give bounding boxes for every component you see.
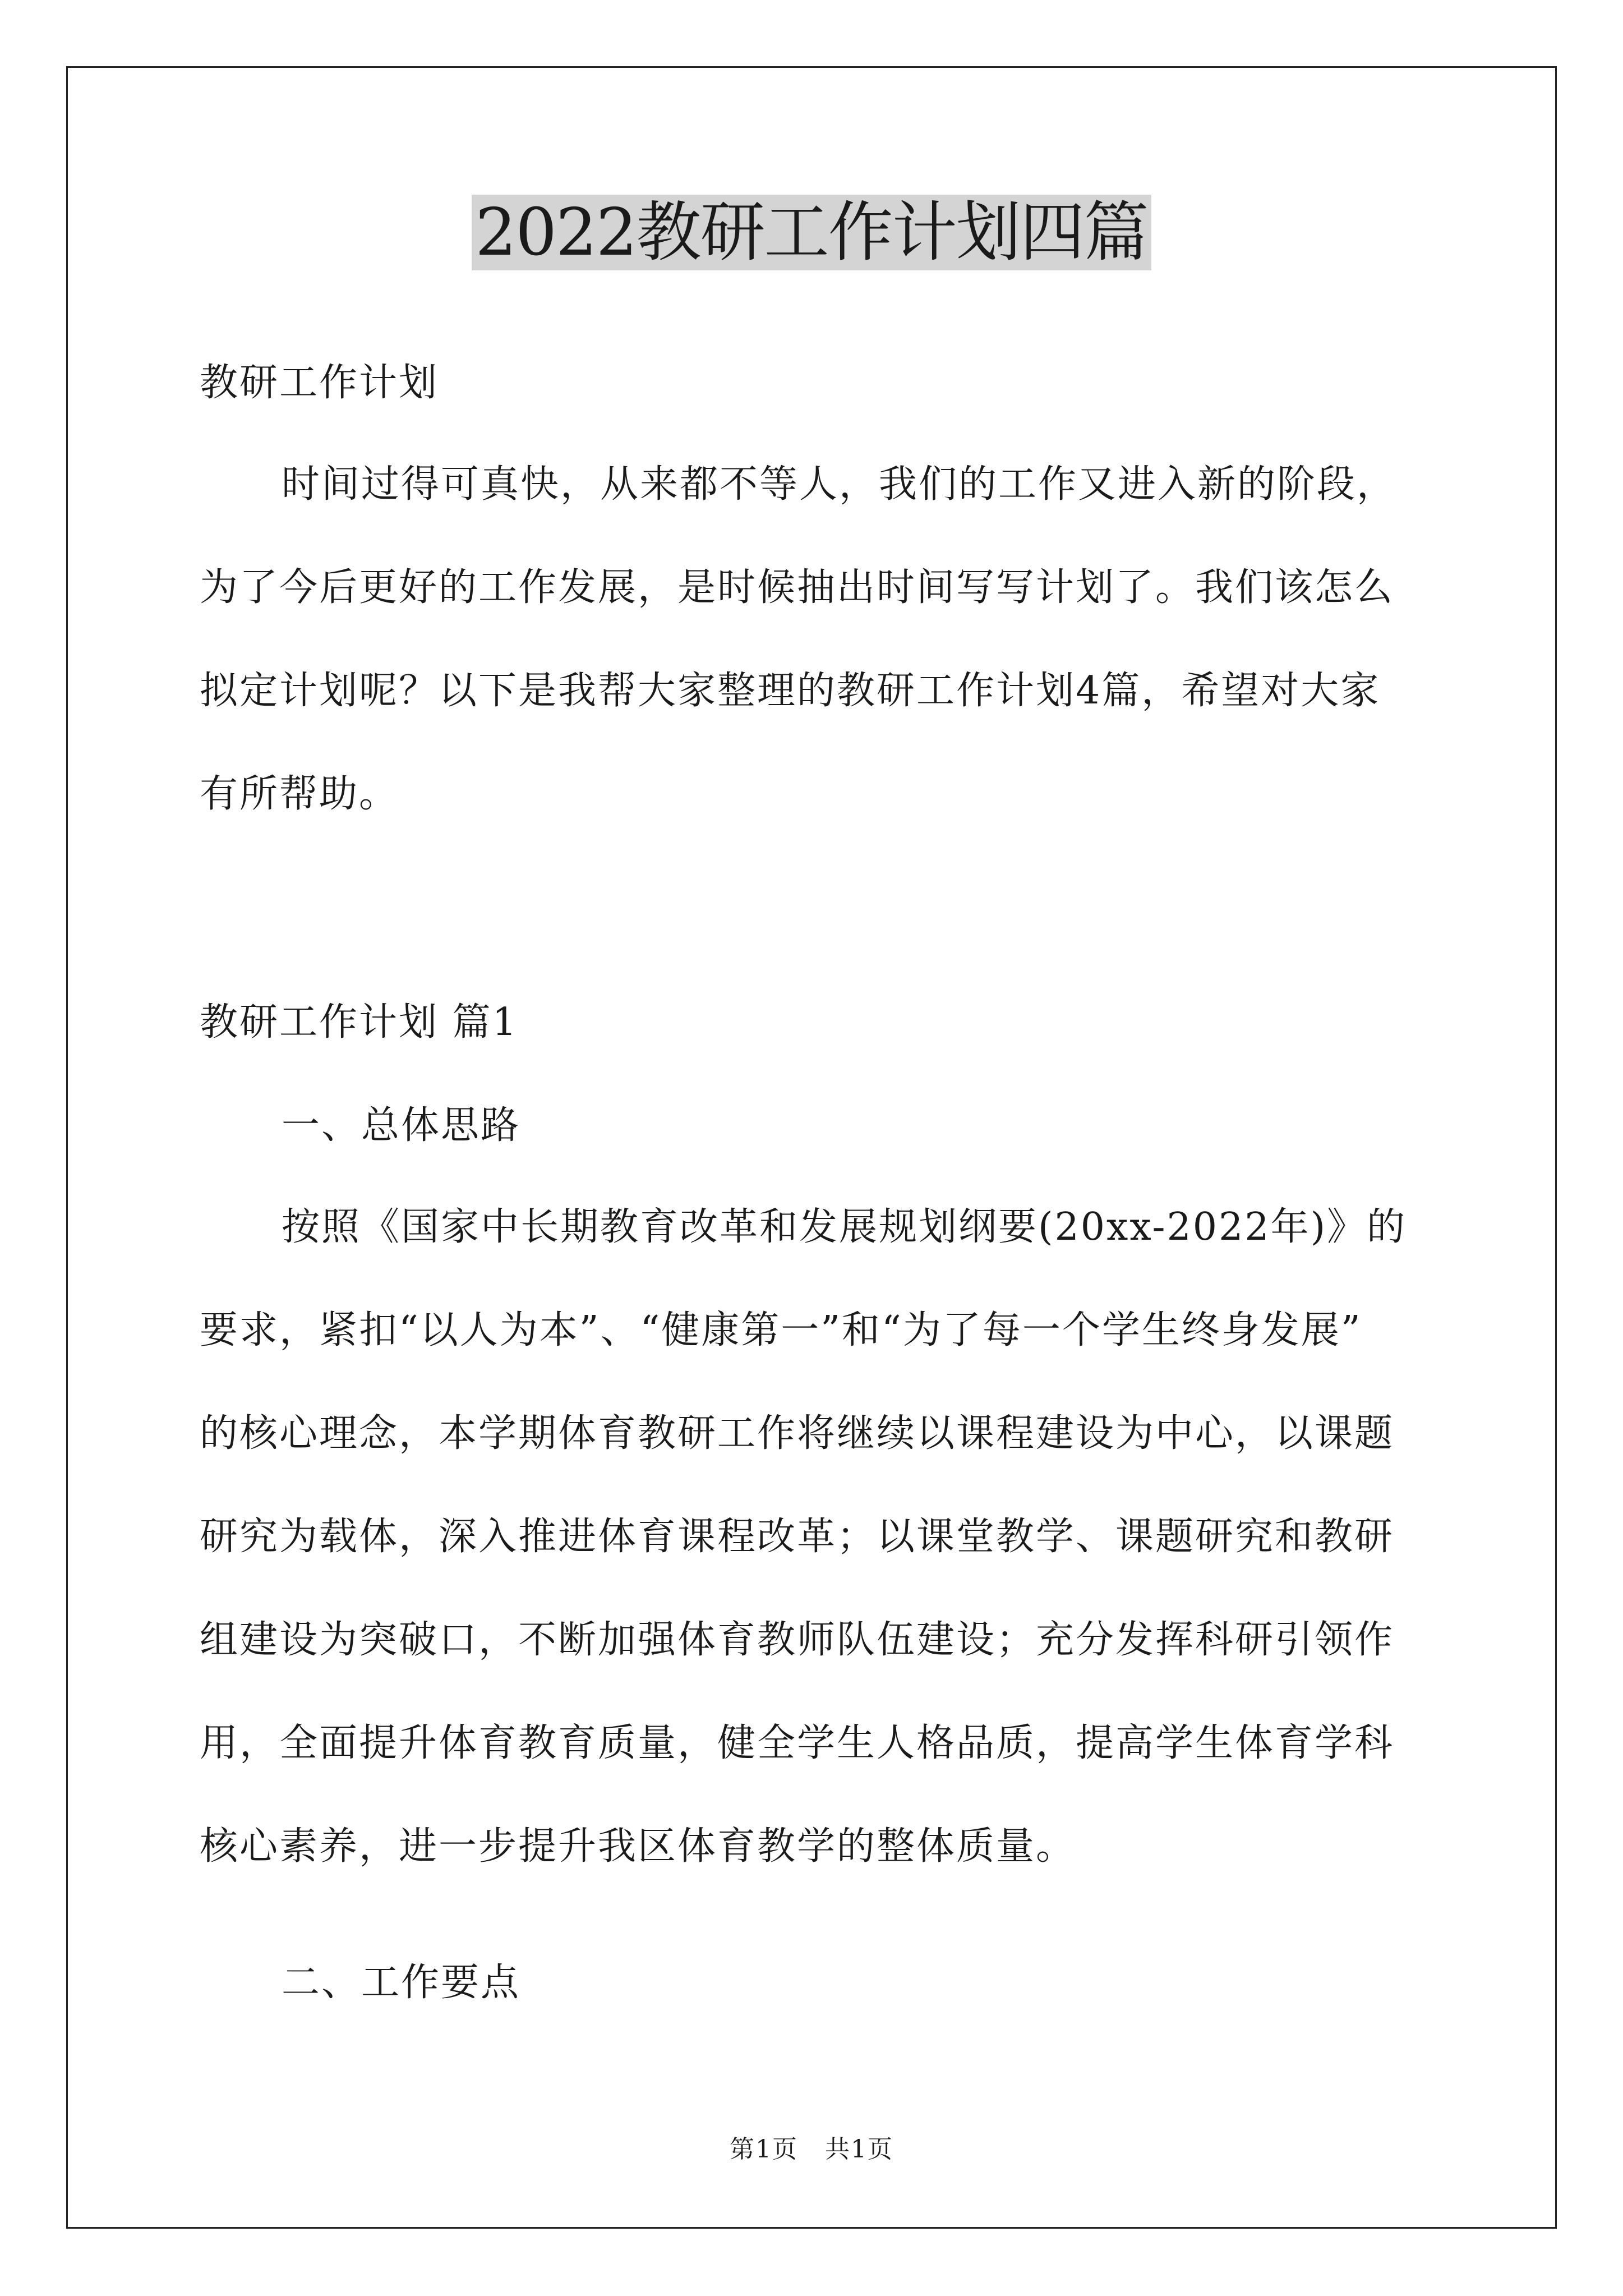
body-line: 要求，紧扣“以人为本”、“健康第一”和“为了每一个学生终身发展” — [200, 1308, 1362, 1352]
sub1-heading: 一、总体思路 — [282, 1103, 521, 1148]
body-line: 组建设为突破口，不断加强体育教师队伍建设；充分发挥科研引领作 — [200, 1618, 1395, 1662]
intro-paragraph — [200, 433, 1428, 846]
page-footer — [0, 2129, 1623, 2165]
body-line: 用，全面提升体育教育质量，健全学生人格品质，提高学生体育学科 — [200, 1721, 1395, 1765]
document-title — [0, 191, 1623, 275]
intro-line: 拟定计划呢？以下是我帮大家整理的教研工作计划4篇，希望对大家 — [200, 669, 1381, 713]
page-number: 第1页 — [730, 2135, 798, 2164]
intro-line: 有所帮助。 — [200, 772, 399, 816]
page-total: 共1页 — [825, 2135, 893, 2164]
intro-line: 为了今后更好的工作发展，是时候抽出时间写写计划了。我们该怎么 — [200, 565, 1395, 610]
intro-heading: 教研工作计划 — [200, 361, 439, 405]
sub2-heading: 二、工作要点 — [282, 1961, 521, 2005]
body-line: 按照《国家中长期教育改革和发展规划纲要(20xx-2022年)》的 — [282, 1205, 1407, 1249]
intro-line: 时间过得可真快，从来都不等人，我们的工作又进入新的阶段， — [282, 462, 1397, 507]
body-line: 核心素养，进一步提升我区体育教学的整体质量。 — [200, 1824, 1076, 1869]
document-title-text: 2022教研工作计划四篇 — [472, 195, 1151, 270]
body-line: 研究为载体，深入推进体育课程改革；以课堂教学、课题研究和教研 — [200, 1515, 1395, 1559]
body-paragraph — [200, 1176, 1428, 1898]
section1-heading: 教研工作计划 篇1 — [200, 1000, 518, 1045]
body-line: 的核心理念，本学期体育教研工作将继续以课程建设为中心，以课题 — [200, 1411, 1395, 1456]
